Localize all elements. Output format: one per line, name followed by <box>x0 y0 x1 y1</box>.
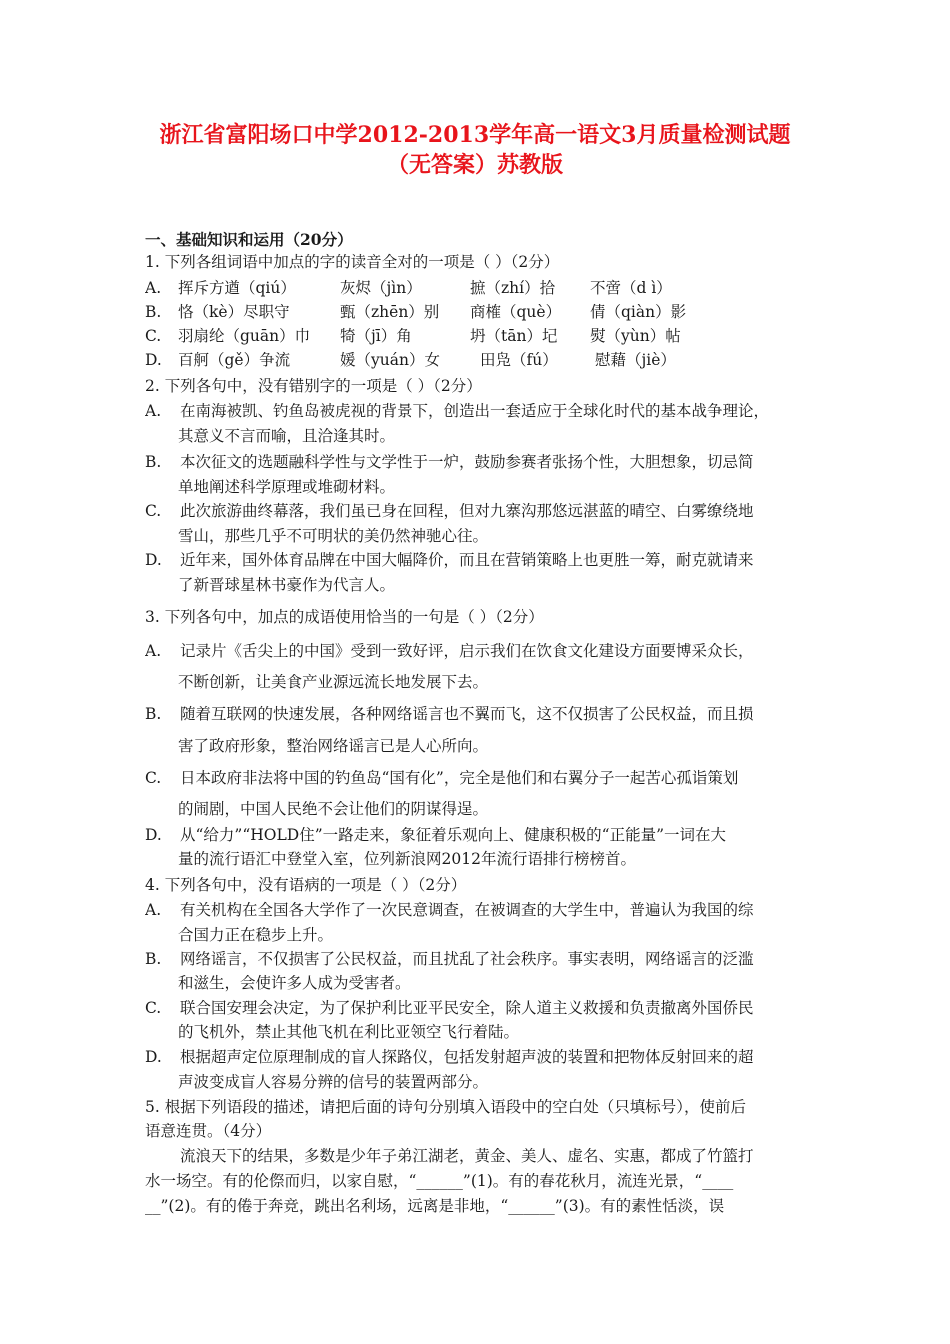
q1-c-word-1: 羽扇纶（guān）巾 <box>178 327 311 345</box>
q5-stem-cont: 语意连贯。（4分） <box>145 1122 272 1140</box>
q4-option-c-cont: 的飞机外，禁止其他飞机在利比亚领空飞行着陆。 <box>178 1023 520 1041</box>
q5-passage-line3: __”(2)。有的倦于奔竞，跳出名利场，远离是非地，“______”(3)。有的素性恬淡，误 <box>145 1197 725 1215</box>
q1-option-a <box>145 277 815 299</box>
q1-option-c <box>145 325 815 347</box>
q1-d-word-1: 百舸（gě）争流 <box>178 351 291 369</box>
option-label: D. <box>145 551 162 569</box>
q4-option-d-cont: 声波变成盲人容易分辨的信号的装置两部分。 <box>178 1073 489 1091</box>
q2-option-a <box>145 400 815 422</box>
option-label: C. <box>145 769 162 787</box>
q1-a-word-1: 挥斥方遒（qiú） <box>178 279 296 297</box>
q3-option-c-cont: 的闹剧，中国人民绝不会让他们的阴谋得逞。 <box>178 800 489 818</box>
option-text: 记录片《舌尖上的中国》受到一致好评，启示我们在饮食文化建设方面要博采众长， <box>180 642 754 660</box>
q2-option-a-cont: 其意义不言而喻，且洽逢其时。 <box>178 427 396 445</box>
q1-c-word-3: 坍（tān）圮 <box>470 327 558 345</box>
q4-option-d <box>145 1046 815 1068</box>
option-text: 在南海被凯、钓鱼岛被虎视的背景下，创造出一套适应于全球化时代的基本战争理论， <box>180 402 770 420</box>
q3-option-b <box>145 703 815 725</box>
option-label: D. <box>145 351 162 369</box>
q1-a-word-2: 灰烬（jìn） <box>340 279 422 297</box>
option-text: 从“给力”“HOLD住”一路走来，象征着乐观向上、健康积极的“正能量”一词在大 <box>180 826 726 844</box>
q1-a-word-3: 摭（zhí）拾 <box>470 279 556 297</box>
q1-d-word-3: 田凫（fú） <box>480 351 558 369</box>
q3-option-a <box>145 640 815 662</box>
q5-passage-line2: 水一场空。有的伦傺而归，以家自慰，“______”(1)。有的春花秋月，流连光景，“____ <box>145 1172 734 1190</box>
q1-b-word-2: 甄（zhēn）别 <box>340 303 440 321</box>
section-heading: 一、基础知识和运用（20分） <box>145 230 353 249</box>
option-label: D. <box>145 1048 162 1066</box>
document-title-line1: 浙江省富阳场口中学2012-2013学年高一语文3月质量检测试题 <box>159 122 791 148</box>
q4-option-b-cont: 和滋生，会使许多人成为受害者。 <box>178 974 411 992</box>
q4-option-a-cont: 合国力正在稳步上升。 <box>178 926 334 944</box>
q3-option-d <box>145 824 815 846</box>
q2-option-b-cont: 单地阐述科学原理或堆砌材料。 <box>178 478 396 496</box>
q2-stem: 2. 下列各句中，没有错别字的一项是（ ）（2分） <box>145 377 482 395</box>
q1-stem: 1. 下列各组词语中加点的字的读音全对的一项是（ ）（2分） <box>145 253 560 271</box>
option-label: A. <box>145 402 162 420</box>
option-text: 近年来，国外体育品牌在中国大幅降价，而且在营销策略上也更胜一筹，耐克就请来 <box>180 551 754 569</box>
q1-b-word-3: 商榷（què） <box>470 303 562 321</box>
q2-option-c <box>145 500 815 522</box>
document-title-line2: （无答案）苏教版 <box>386 152 563 178</box>
option-label: B. <box>145 705 162 723</box>
q1-option-b <box>145 301 815 323</box>
option-text: 此次旅游曲终幕落，我们虽已身在回程，但对九寨沟那悠远湛蓝的晴空、白雾缭绕地 <box>180 502 754 520</box>
option-text: 日本政府非法将中国的钓鱼岛“国有化”，完全是他们和右翼分子一起苦心孤诣策划 <box>180 769 739 787</box>
option-label: C. <box>145 502 162 520</box>
q4-option-a <box>145 899 815 921</box>
option-label: D. <box>145 826 162 844</box>
q3-option-b-cont: 害了政府形象，整治网络谣言已是人心所向。 <box>178 737 489 755</box>
option-text: 随着互联网的快速发展，各种网络谣言也不翼而飞，这不仅损害了公民权益，而且损 <box>180 705 754 723</box>
option-label: B. <box>145 303 162 321</box>
q3-option-c <box>145 767 815 789</box>
option-label: A. <box>145 279 162 297</box>
q4-stem: 4. 下列各句中，没有语病的一项是（ ）（2分） <box>145 876 467 894</box>
q4-option-c <box>145 997 815 1019</box>
option-label: B. <box>145 453 162 471</box>
option-label: A. <box>145 642 162 660</box>
q2-option-d-cont: 了新晋球星林书豪作为代言人。 <box>178 576 396 594</box>
option-label: C. <box>145 327 162 345</box>
q2-option-b <box>145 451 815 473</box>
q4-option-b <box>145 948 815 970</box>
q1-a-word-4: 不啻（d ì） <box>590 279 672 297</box>
q1-b-word-4: 倩（qiàn）影 <box>590 303 687 321</box>
option-text: 联合国安理会决定，为了保护利比亚平民安全，除人道主义救援和负责撤离外国侨民 <box>180 999 754 1017</box>
q2-option-c-cont: 雪山，那些几乎不可明状的美仍然神驰心往。 <box>178 527 489 545</box>
option-text: 本次征文的选题融科学性与文学性于一炉，鼓励参赛者张扬个性，大胆想象，切忌简 <box>180 453 754 471</box>
q5-stem: 5. 根据下列语段的描述，请把后面的诗句分别填入语段中的空白处（只填标号），使前后 <box>145 1098 746 1116</box>
q1-c-word-4: 熨（yùn）帖 <box>590 327 681 345</box>
option-label: A. <box>145 901 162 919</box>
q1-d-word-4: 慰藉（jiè） <box>595 351 676 369</box>
q3-stem: 3. 下列各句中，加点的成语使用恰当的一句是（ ）（2分） <box>145 608 544 626</box>
q1-b-word-1: 恪（kè）尽职守 <box>178 303 290 321</box>
q2-option-d <box>145 549 815 571</box>
q3-option-a-cont: 不断创新，让美食产业源远流长地发展下去。 <box>178 673 489 691</box>
option-text: 根据超声定位原理制成的盲人探路仪，包括发射超声波的装置和把物体反射回来的超 <box>180 1048 754 1066</box>
q1-c-word-2: 犄（jī）角 <box>340 327 412 345</box>
option-text: 有关机构在全国各大学作了一次民意调查，在被调查的大学生中，普遍认为我国的综 <box>180 901 754 919</box>
option-label: C. <box>145 999 162 1017</box>
option-label: B. <box>145 950 162 968</box>
q3-option-d-cont: 量的流行语汇中登堂入室，位列新浪网2012年流行语排行榜榜首。 <box>178 850 636 868</box>
q1-option-d <box>145 349 815 371</box>
q1-d-word-2: 媛（yuán）女 <box>340 351 440 369</box>
option-text: 网络谣言，不仅损害了公民权益，而且扰乱了社会秩序。事实表明，网络谣言的泛滥 <box>180 950 754 968</box>
q5-passage-line1: 流浪天下的结果，多数是少年子弟江湖老，黄金、美人、虚名、实惠，都成了竹篮打 <box>180 1147 754 1165</box>
